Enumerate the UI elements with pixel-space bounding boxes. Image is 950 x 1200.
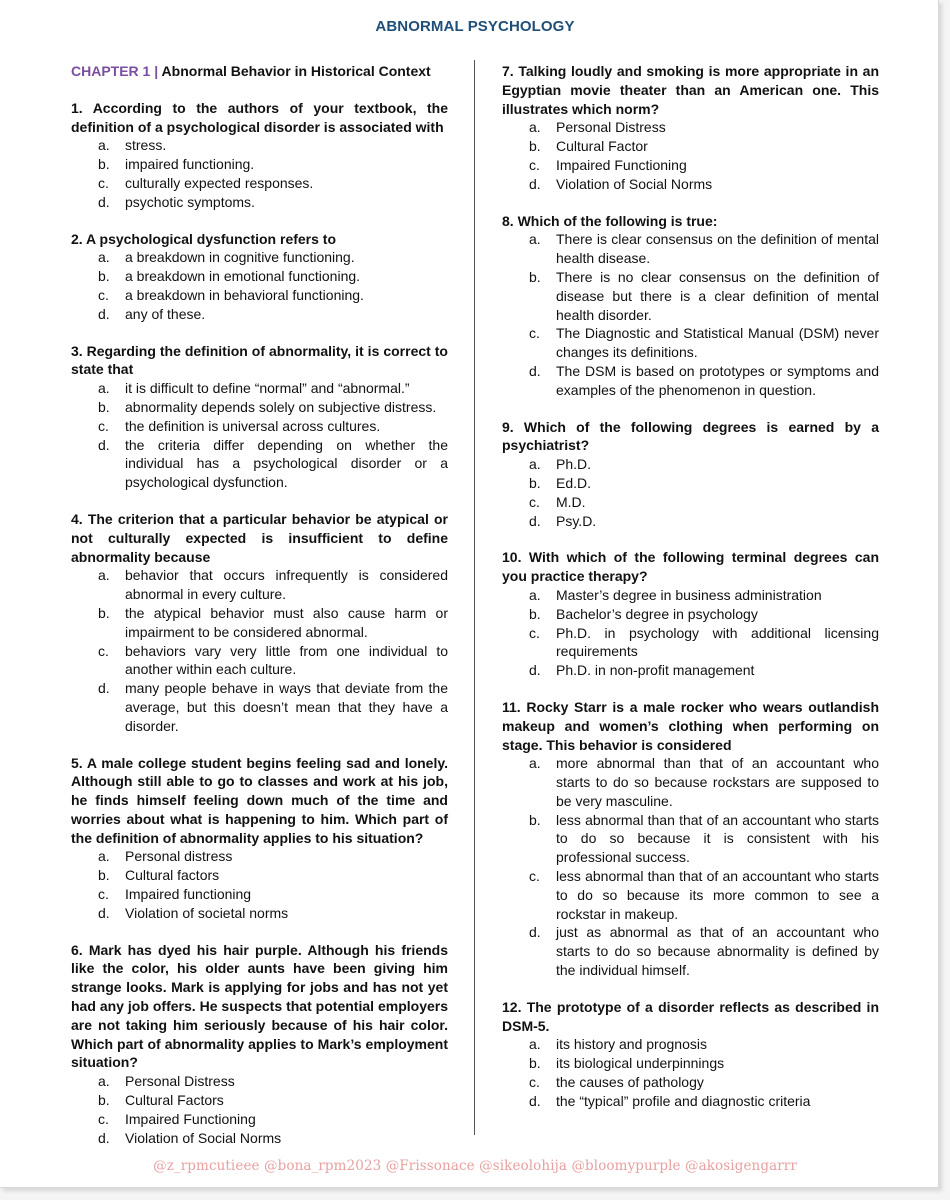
option-letter: d. [98,1129,110,1146]
option-letter: a. [529,586,541,603]
option-text: The DSM is based on prototypes or symptoms and examples of the phenomenon in question. [556,362,879,398]
option-text: Psy.D. [556,512,597,529]
option-letter: a. [529,1036,541,1053]
option-text: Bachelor’s degree in psychology [556,605,758,622]
option-letter: d. [98,680,110,697]
answer-option [502,923,879,979]
answer-option [71,904,448,923]
option-letter: c. [98,417,109,434]
option-letter: c. [529,868,540,885]
option-text: its biological underpinnings [556,1055,725,1072]
answer-option [71,174,448,193]
option-letter: c. [529,325,540,342]
option-text: The Diagnostic and Statistical Manual (DSM) never changes its definitions. [556,325,879,361]
question [502,62,879,194]
option-letter: a. [98,567,110,584]
option-letter: d. [529,662,541,679]
answer-option [71,604,448,642]
option-letter: c. [98,286,109,303]
option-text: Cultural Factors [125,1092,224,1109]
option-letter: d. [529,924,541,941]
column-divider [474,60,475,1135]
answer-option [502,156,879,175]
question [502,698,879,980]
question-text: 12. The prototype of a disorder reflects as described in DSM-5. [502,998,879,1034]
option-text: its history and prognosis [556,1036,707,1053]
option-letter: a. [98,1073,110,1090]
option-list [71,1072,448,1147]
option-text: any of these. [125,305,206,322]
question-text: 11. Rocky Starr is a male rocker who wears outlandish makeup and women’s clothing when performing on stage. This behavior is considered [502,698,879,753]
option-text: a breakdown in emotional functioning. [125,268,361,285]
option-text: a breakdown in behavioral functioning. [125,286,364,303]
option-text: Ph.D. [556,456,592,473]
option-letter: c. [98,1110,109,1127]
option-text: behavior that occurs infrequently is considered abnormal in every culture. [125,567,448,603]
option-list [71,379,448,492]
answer-option [502,493,879,512]
answer-option [502,586,879,605]
option-letter: b. [98,268,110,285]
question [502,418,879,531]
option-letter: d. [529,175,541,192]
answer-option [71,642,448,680]
question [71,230,448,324]
question-text: 3. Regarding the definition of abnormality, it is correct to state that [71,342,448,378]
option-text: stress. [125,137,167,154]
option-text: Impaired functioning [125,886,252,903]
option-list [71,136,448,211]
option-text: Personal distress [125,848,233,865]
option-letter: a. [529,456,541,473]
option-text: a breakdown in cognitive functioning. [125,249,355,266]
option-text: Violation of Social Norms [125,1129,282,1146]
option-text: the criteria differ depending on whether the individual has a psychological disorder or a psychological dysfunction. [125,436,448,491]
answer-option [71,136,448,155]
question-text: 8. Which of the following is true: [502,212,718,229]
answer-option [71,1091,448,1110]
option-letter: d. [529,512,541,529]
answer-option [502,867,879,923]
answer-option [71,847,448,866]
option-text: Personal Distress [125,1073,235,1090]
option-text: Ed.D. [556,474,592,491]
question-text: 7. Talking loudly and smoking is more appropriate in an Egyptian movie theater than an American one. This illustrates which norm? [502,63,879,117]
answer-option [502,137,879,156]
option-letter: c. [529,493,540,510]
answer-option [502,754,879,810]
answer-option [502,362,879,400]
option-text: There is clear consensus on the definition of mental health disease. [556,231,879,267]
question-text: 6. Mark has dyed his hair purple. Although his friends like the color, his older aunts have been giving him strange looks. Mark is applying for jobs and has not yet had any job offers. He suspects that potential employers are not taking him seriously because of his hair color. Which part of abnormality applies to Mark’s employment situation? [71,941,448,1071]
option-list [502,230,879,399]
answer-option [71,417,448,436]
option-text: less abnormal than that of an accountant who starts to do so because its more common to see a rockstar in makeup. [556,868,879,922]
answer-option [71,1110,448,1129]
option-text: more abnormal than that of an accountant who starts to do so because rockstars are supposed to be very masculine. [556,755,879,809]
option-letter: a. [529,119,541,136]
answer-option [71,398,448,417]
option-text: Personal Distress [556,119,666,136]
answer-option [71,193,448,212]
option-text: abnormality depends solely on subjective distress. [125,398,437,415]
answer-option [71,1072,448,1091]
answer-option [502,1073,879,1092]
chapter-separator: | [154,63,159,79]
option-text: Impaired Functioning [556,156,687,173]
answer-option [71,436,448,492]
option-letter: d. [529,1092,541,1109]
question-text: 4. The criterion that a particular behavior be atypical or not culturally expected is insufficient to define abnormality because [71,510,448,565]
option-text: the atypical behavior must also cause harm or impairment to be considered abnormal. [125,604,448,640]
question [71,342,448,492]
question [502,548,879,680]
option-letter: a. [98,380,110,397]
option-letter: d. [98,193,110,210]
answer-option [502,811,879,867]
chapter-number: CHAPTER 1 [71,63,151,79]
option-letter: a. [529,755,541,772]
option-text: Violation of societal norms [125,904,289,921]
option-text: Violation of Social Norms [556,175,713,192]
answer-option [71,679,448,735]
question [71,510,448,736]
option-text: M.D. [556,493,586,510]
question [71,941,448,1148]
answer-option [71,286,448,305]
option-text: the definition is universal across cultures. [125,417,381,434]
answer-option [502,1054,879,1073]
answer-option [502,512,879,531]
option-letter: d. [529,362,541,379]
answer-option [502,175,879,194]
option-letter: a. [98,848,110,865]
question [502,998,879,1111]
right-column [502,62,879,1129]
question-text: 2. A psychological dysfunction refers to [71,230,337,247]
option-letter: b. [98,1092,110,1109]
answer-option [71,866,448,885]
option-list [71,248,448,323]
right-question-list [502,62,879,1111]
option-list [502,118,879,193]
option-text: many people behave in ways that deviate from the average, but this doesn’t mean that they have a disorder. [125,680,448,734]
option-letter: b. [98,398,110,415]
question-text: 5. A male college student begins feeling sad and lonely. Although still able to go to classes and work at his job, he finds himself feeling down much of the time and worries about what is happening to him. Which part of the definition of abnormality applies to his situation? [71,754,448,846]
option-letter: b. [98,867,110,884]
answer-option [502,605,879,624]
option-letter: b. [529,268,541,285]
answer-option [71,155,448,174]
question [502,212,879,400]
option-letter: b. [98,156,110,173]
document-title: ABNORMAL PSYCHOLOGY [375,18,575,35]
answer-option [71,379,448,398]
answer-option [502,268,879,324]
left-question-list [71,99,448,1148]
option-letter: a. [529,231,541,248]
option-text: psychotic symptoms. [125,193,255,210]
answer-option [502,1092,879,1111]
answer-option [71,1129,448,1148]
answer-option [502,474,879,493]
answer-option [502,118,879,137]
option-text: There is no clear consensus on the definition of disease but there is a clear definition of mental health disorder. [556,268,879,323]
answer-option [502,661,879,680]
answer-option [71,885,448,904]
chapter-heading [71,62,448,81]
option-letter: c. [98,642,109,659]
option-text: it is difficult to define “normal” and “abnormal.” [125,380,410,397]
option-text: culturally expected responses. [125,174,314,191]
answer-option [71,305,448,324]
answer-option [71,566,448,604]
option-letter: a. [98,137,110,154]
option-text: just as abnormal as that of an accountant who starts to do so because abnormality is defined by the individual himself. [556,924,879,979]
answer-option [502,324,879,362]
option-letter: c. [98,886,109,903]
chapter-title: Abnormal Behavior in Historical Context [161,63,431,79]
answer-option [71,267,448,286]
option-text: the “typical” profile and diagnostic criteria [556,1092,811,1109]
answer-option [502,1035,879,1054]
option-list [502,754,879,980]
option-list [502,586,879,680]
answer-option [502,230,879,268]
answer-option [502,455,879,474]
option-letter: b. [529,138,541,155]
answer-option [71,248,448,267]
option-text: behaviors vary very little from one individual to another within each culture. [125,642,448,678]
option-text: Ph.D. in non-profit management [556,662,755,679]
option-list [71,847,448,922]
option-text: Impaired Functioning [125,1110,256,1127]
option-letter: d. [98,436,110,453]
answer-option [502,624,879,662]
question [71,99,448,212]
option-letter: b. [529,1055,541,1072]
question-text: 10. With which of the following terminal degrees can you practice therapy? [502,549,879,585]
option-text: impaired functioning. [125,156,255,173]
option-list [71,566,448,735]
watermark-credits: @z_rpmcutieee @bona_rpm2023 @Frissonace @sikeolohija @bloomypurple @akosigengarrr [153,1158,797,1174]
option-letter: c. [529,1074,540,1091]
question [71,754,448,923]
option-text: less abnormal than that of an accountant who starts to do so because it is consistent with his professional success. [556,811,879,866]
left-column [71,62,448,1165]
option-letter: b. [529,474,541,491]
option-letter: c. [529,624,540,641]
option-list [502,1035,879,1110]
option-letter: a. [98,249,110,266]
option-letter: b. [529,811,541,828]
option-letter: b. [98,604,110,621]
option-text: Cultural Factor [556,138,648,155]
option-text: Master’s degree in business administration [556,586,822,603]
option-list [502,455,879,530]
question-text: 9. Which of the following degrees is earned by a psychiatrist? [502,418,879,454]
option-letter: c. [98,174,109,191]
option-text: Cultural factors [125,867,220,884]
option-letter: d. [98,305,110,322]
option-letter: c. [529,156,540,173]
question-text: 1. According to the authors of your textbook, the definition of a psychological disorder is associated with [71,99,448,135]
option-letter: b. [529,605,541,622]
option-text: the causes of pathology [556,1074,704,1091]
option-letter: d. [98,904,110,921]
option-text: Ph.D. in psychology with additional licensing requirements [556,624,879,660]
